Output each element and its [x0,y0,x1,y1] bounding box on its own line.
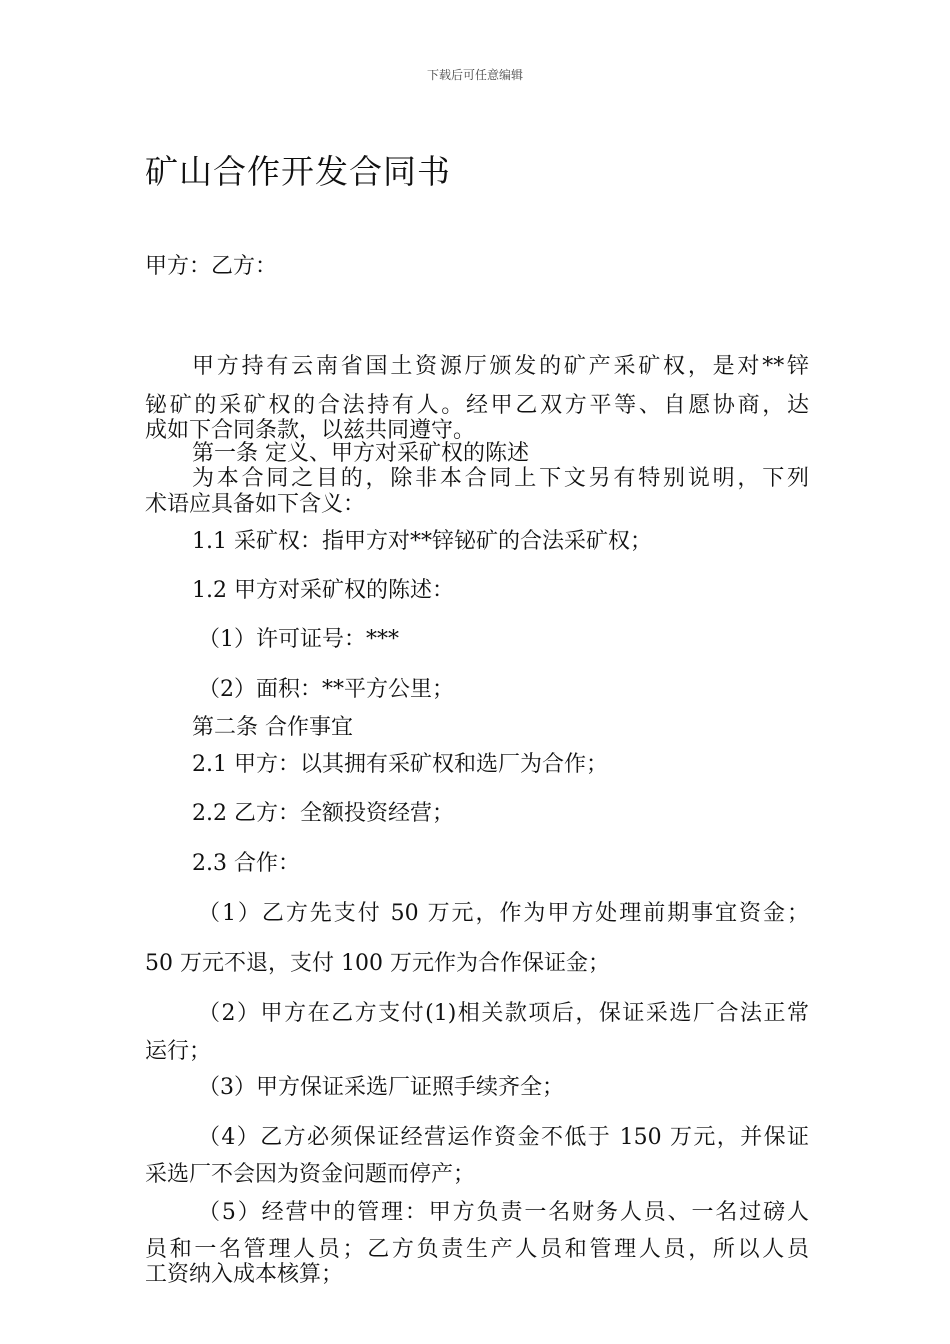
paragraph-line: 铋矿的采矿权的合法持有人。经甲乙双方平等、自愿协商，达 [145,393,809,418]
clause-1-2-item-2: （2）面积：**平方公里； [198,677,454,702]
paragraph-line: 甲方持有云南省国土资源厅颁发的矿产采矿权，是对**锌 [192,354,809,379]
item-3-line: （3）甲方保证采选厂证照手续齐全； [198,1075,564,1100]
item-1-line: （1）乙方先支付 50 万元，作为甲方处理前期事宜资金； [198,901,809,926]
page-header: 下载后可任意编辑 [426,68,523,82]
document-title: 矿山合作开发合同书 [145,152,451,191]
clause-2-2: 2.2 乙方：全额投资经营； [192,801,454,826]
paragraph-line: 术语应具备如下含义： [145,492,366,517]
article-1-heading: 第一条 定义、甲方对采矿权的陈述 [192,441,529,466]
item-1-line: 50 万元不退，支付 100 万元作为合作保证金； [145,951,610,976]
clause-1-2-item-1: （1）许可证号：*** [198,627,399,652]
item-4-line: 采选厂不会因为资金问题而停产； [145,1162,476,1187]
item-5-line: 工资纳入成本核算； [145,1262,344,1287]
item-2-line: （2）甲方在乙方支付(1)相关款项后，保证采选厂合法正常 [198,1001,809,1026]
clause-1-2: 1.2 甲方对采矿权的陈述： [192,578,454,603]
paragraph-line: 为本合同之目的，除非本合同上下文另有特别说明，下列 [192,466,809,491]
clause-2-3: 2.3 合作： [192,851,300,876]
item-2-line: 运行； [145,1039,212,1064]
parties-line: 甲方：乙方： [145,254,278,279]
item-5-line: （5）经营中的管理：甲方负责一名财务人员、一名过磅人 [198,1200,809,1225]
clause-2-1: 2.1 甲方：以其拥有采矿权和选厂为合作； [192,752,608,777]
article-2-heading: 第二条 合作事宜 [192,715,353,740]
paragraph-line: 成如下合同条款，以兹共同遵守。 [145,418,476,443]
item-5-line: 员和一名管理人员；乙方负责生产人员和管理人员，所以人员 [145,1237,809,1262]
item-4-line: （4）乙方必须保证经营运作资金不低于 150 万元，并保证 [198,1125,809,1150]
clause-1-1: 1.1 采矿权：指甲方对**锌铋矿的合法采矿权； [192,529,652,554]
